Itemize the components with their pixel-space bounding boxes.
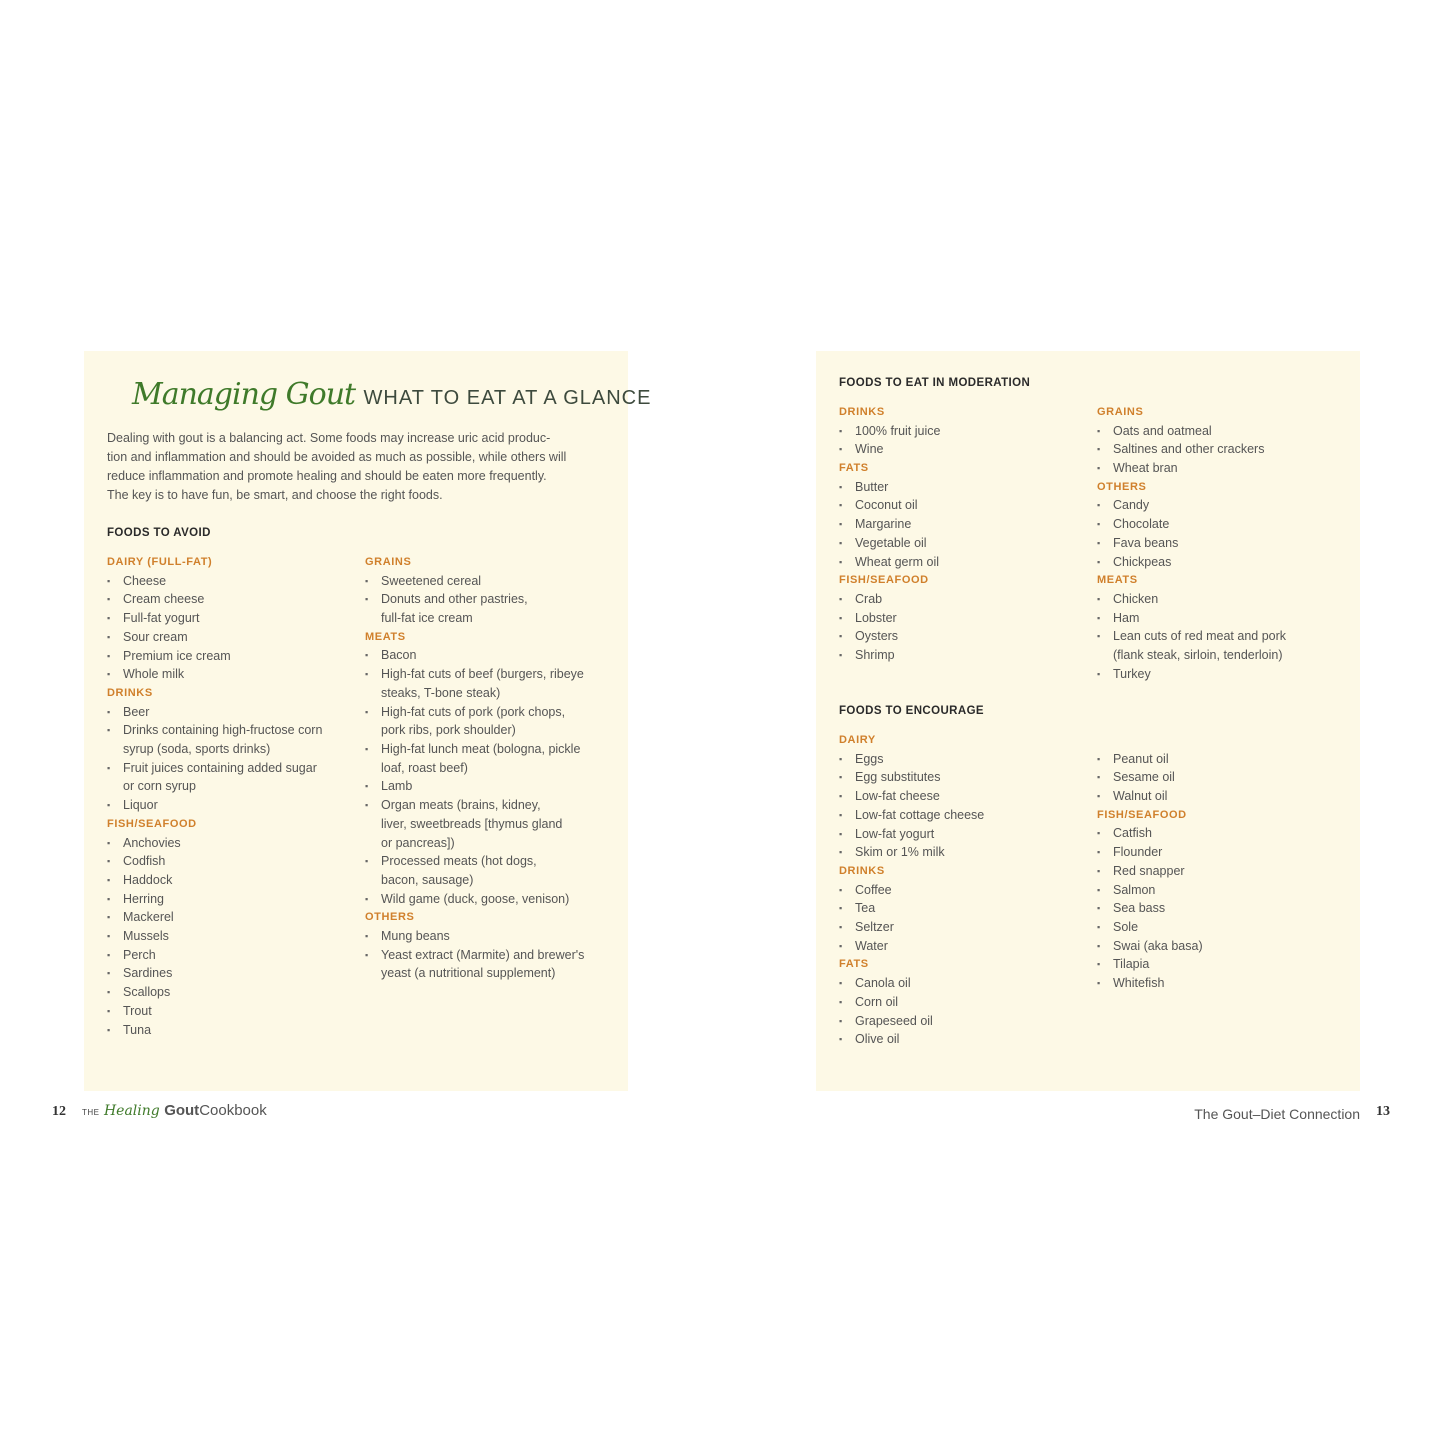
food-item: ▪ Oats and oatmeal <box>1097 422 1347 441</box>
food-item: ▪ Grapeseed oil <box>839 1012 1089 1031</box>
food-item: ▪ Fava beans <box>1097 534 1347 553</box>
category-heading: DRINKS <box>839 864 885 877</box>
category-heading: DRINKS <box>107 686 153 699</box>
food-item: ▪ Flounder <box>1097 843 1347 862</box>
intro-line: The key is to have fun, be smart, and choose the right foods. <box>107 488 443 502</box>
food-item: ▪ Liquor <box>107 796 357 815</box>
food-item: ▪ Codfish <box>107 852 357 871</box>
food-item: ▪ Egg substitutes <box>839 768 1089 787</box>
book-title-footer <box>82 1102 267 1120</box>
category-heading: FISH/SEAFOOD <box>107 817 197 830</box>
category-heading: FATS <box>839 958 869 971</box>
food-item: ▪ Cream cheese <box>107 590 357 609</box>
category-heading: FISH/SEAFOOD <box>1097 808 1187 821</box>
food-list <box>365 646 615 908</box>
food-item: ▪ Wild game (duck, goose, venison) <box>365 890 615 909</box>
food-item: ▪ Lobster <box>839 609 1089 628</box>
encourage-column-1 <box>839 731 1089 1049</box>
intro-line: reduce inflammation and promote healing and should be eaten more frequently. <box>107 469 547 483</box>
food-item: ▪ Mung beans <box>365 927 615 946</box>
food-list <box>839 478 1089 572</box>
food-item: ▪ Lamb <box>365 777 615 796</box>
avoid-column-1 <box>107 553 357 1039</box>
food-item: ▪ Turkey <box>1097 665 1347 684</box>
category-heading: GRAINS <box>1097 406 1144 418</box>
food-item: ▪ 100% fruit juice <box>839 422 1089 441</box>
food-item: ▪ High-fat lunch meat (bologna, pickle loaf, roast beef) <box>365 740 615 777</box>
food-list <box>839 590 1089 665</box>
book-cookbook: Cookbook <box>199 1102 267 1119</box>
section-heading-encourage: FOODS TO ENCOURAGE <box>839 705 984 717</box>
book-gout: Gout <box>164 1102 200 1119</box>
food-item: ▪ Water <box>839 937 1089 956</box>
avoid-column-2 <box>365 553 615 983</box>
food-item: ▪ Beer <box>107 703 357 722</box>
food-item: ▪ High-fat cuts of pork (pork chops, pork ribs, pork shoulder) <box>365 703 615 740</box>
food-item: ▪ Processed meats (hot dogs, bacon, sausage) <box>365 852 615 889</box>
left-page-number: 12 <box>52 1104 66 1119</box>
food-item: ▪ Oysters <box>839 627 1089 646</box>
food-item: ▪ Corn oil <box>839 993 1089 1012</box>
food-item: ▪ Ham <box>1097 609 1347 628</box>
food-list <box>839 422 1089 459</box>
food-item: ▪ High-fat cuts of beef (burgers, ribeye steaks, T-bone steak) <box>365 665 615 702</box>
food-list <box>1097 590 1347 684</box>
chapter-footer <box>1194 1106 1360 1122</box>
moderation-column-2 <box>1097 403 1347 684</box>
food-item: ▪ Trout <box>107 1002 357 1021</box>
food-item: ▪ Sesame oil <box>1097 768 1347 787</box>
food-list <box>107 572 357 684</box>
food-item: ▪ Peanut oil <box>1097 750 1347 769</box>
category-heading: DAIRY <box>839 734 876 746</box>
food-item: ▪ Wheat germ oil <box>839 553 1089 572</box>
food-item: ▪ Canola oil <box>839 974 1089 993</box>
food-item: ▪ Swai (aka basa) <box>1097 937 1347 956</box>
food-item: ▪ Sour cream <box>107 628 357 647</box>
food-item: ▪ Tea <box>839 899 1089 918</box>
food-item: ▪ Premium ice cream <box>107 647 357 666</box>
food-list <box>839 974 1089 1049</box>
intro-line: Dealing with gout is a balancing act. Some foods may increase uric acid produc- <box>107 431 551 445</box>
category-heading <box>1097 731 1347 750</box>
category-heading: FISH/SEAFOOD <box>839 574 929 587</box>
section-heading-avoid: FOODS TO AVOID <box>107 527 211 539</box>
food-item: ▪ Low-fat cheese <box>839 787 1089 806</box>
food-item: ▪ Tilapia <box>1097 955 1347 974</box>
food-item: ▪ Olive oil <box>839 1030 1089 1049</box>
section-heading-moderation: FOODS TO EAT IN MODERATION <box>839 377 1031 389</box>
food-item: ▪ Butter <box>839 478 1089 497</box>
title-caps: WHAT TO EAT AT A GLANCE <box>363 387 652 409</box>
food-item: ▪ Sweetened cereal <box>365 572 615 591</box>
title-script: Managing Gout <box>132 377 356 412</box>
food-item: ▪ Mackerel <box>107 908 357 927</box>
food-list <box>1097 496 1347 571</box>
food-list <box>365 927 615 983</box>
food-list <box>839 881 1089 956</box>
food-item: ▪ Organ meats (brains, kidney, liver, sweetbreads [thymus gland or pancreas]) <box>365 796 615 852</box>
food-item: ▪ Whitefish <box>1097 974 1347 993</box>
food-item: ▪ Drinks containing high-fructose corn syrup (soda, sports drinks) <box>107 721 357 758</box>
food-list <box>1097 750 1347 806</box>
right-page-panel <box>816 351 1360 1091</box>
food-list <box>107 834 357 1040</box>
food-item: ▪ Full-fat yogurt <box>107 609 357 628</box>
encourage-column-2 <box>1097 731 1347 993</box>
category-heading: MEATS <box>1097 574 1138 587</box>
food-item: ▪ Cheese <box>107 572 357 591</box>
food-list <box>1097 422 1347 478</box>
food-item: ▪ Saltines and other crackers <box>1097 440 1347 459</box>
category-heading: DRINKS <box>839 406 885 418</box>
food-item: ▪ Salmon <box>1097 881 1347 900</box>
food-item: ▪ Bacon <box>365 646 615 665</box>
food-item: ▪ Shrimp <box>839 646 1089 665</box>
category-heading: DAIRY (FULL-FAT) <box>107 556 213 568</box>
intro-line: tion and inflammation and should be avoided as much as possible, while others will <box>107 450 567 464</box>
food-item: ▪ Wine <box>839 440 1089 459</box>
right-page-number: 13 <box>1376 1104 1390 1119</box>
food-item: ▪ Chocolate <box>1097 515 1347 534</box>
food-item: ▪ Herring <box>107 890 357 909</box>
category-heading: MEATS <box>365 630 406 643</box>
category-heading: OTHERS <box>365 911 415 924</box>
food-item: ▪ Whole milk <box>107 665 357 684</box>
food-item: ▪ Sea bass <box>1097 899 1347 918</box>
food-item: ▪ Catfish <box>1097 824 1347 843</box>
food-item: ▪ Haddock <box>107 871 357 890</box>
food-list <box>107 703 357 815</box>
food-item: ▪ Margarine <box>839 515 1089 534</box>
category-heading: GRAINS <box>365 556 412 568</box>
food-item: ▪ Donuts and other pastries, full-fat ice cream <box>365 590 615 627</box>
food-item: ▪ Vegetable oil <box>839 534 1089 553</box>
food-list <box>1097 824 1347 992</box>
food-item: ▪ Sardines <box>107 964 357 983</box>
page-title <box>132 377 651 412</box>
food-item: ▪ Seltzer <box>839 918 1089 937</box>
book-healing: Healing <box>103 1103 160 1119</box>
food-item: ▪ Anchovies <box>107 834 357 853</box>
food-item: ▪ Crab <box>839 590 1089 609</box>
chapter-title: The Gout–Diet Connection <box>1194 1106 1360 1122</box>
food-item: ▪ Low-fat cottage cheese <box>839 806 1089 825</box>
book-the: THE <box>82 1108 100 1117</box>
food-item: ▪ Chickpeas <box>1097 553 1347 572</box>
food-item: ▪ Red snapper <box>1097 862 1347 881</box>
food-item: ▪ Yeast extract (Marmite) and brewer's yeast (a nutritional supplement) <box>365 946 615 983</box>
food-item: ▪ Eggs <box>839 750 1089 769</box>
food-item: ▪ Coffee <box>839 881 1089 900</box>
left-page-panel <box>84 351 652 1091</box>
food-item: ▪ Lean cuts of red meat and pork (flank steak, sirloin, tenderloin) <box>1097 627 1347 664</box>
food-item: ▪ Tuna <box>107 1021 357 1040</box>
category-heading: FATS <box>839 462 869 475</box>
food-item: ▪ Wheat bran <box>1097 459 1347 478</box>
food-item: ▪ Fruit juices containing added sugar or corn syrup <box>107 759 357 796</box>
food-item: ▪ Candy <box>1097 496 1347 515</box>
food-item: ▪ Sole <box>1097 918 1347 937</box>
food-item: ▪ Low-fat yogurt <box>839 825 1089 844</box>
food-item: ▪ Perch <box>107 946 357 965</box>
category-heading: OTHERS <box>1097 480 1147 493</box>
food-item: ▪ Coconut oil <box>839 496 1089 515</box>
food-item: ▪ Mussels <box>107 927 357 946</box>
moderation-column-1 <box>839 403 1089 665</box>
food-item: ▪ Scallops <box>107 983 357 1002</box>
food-item: ▪ Walnut oil <box>1097 787 1347 806</box>
food-list <box>365 572 615 628</box>
food-list <box>839 750 1089 862</box>
food-item: ▪ Chicken <box>1097 590 1347 609</box>
intro-paragraph <box>107 429 613 505</box>
food-item: ▪ Skim or 1% milk <box>839 843 1089 862</box>
